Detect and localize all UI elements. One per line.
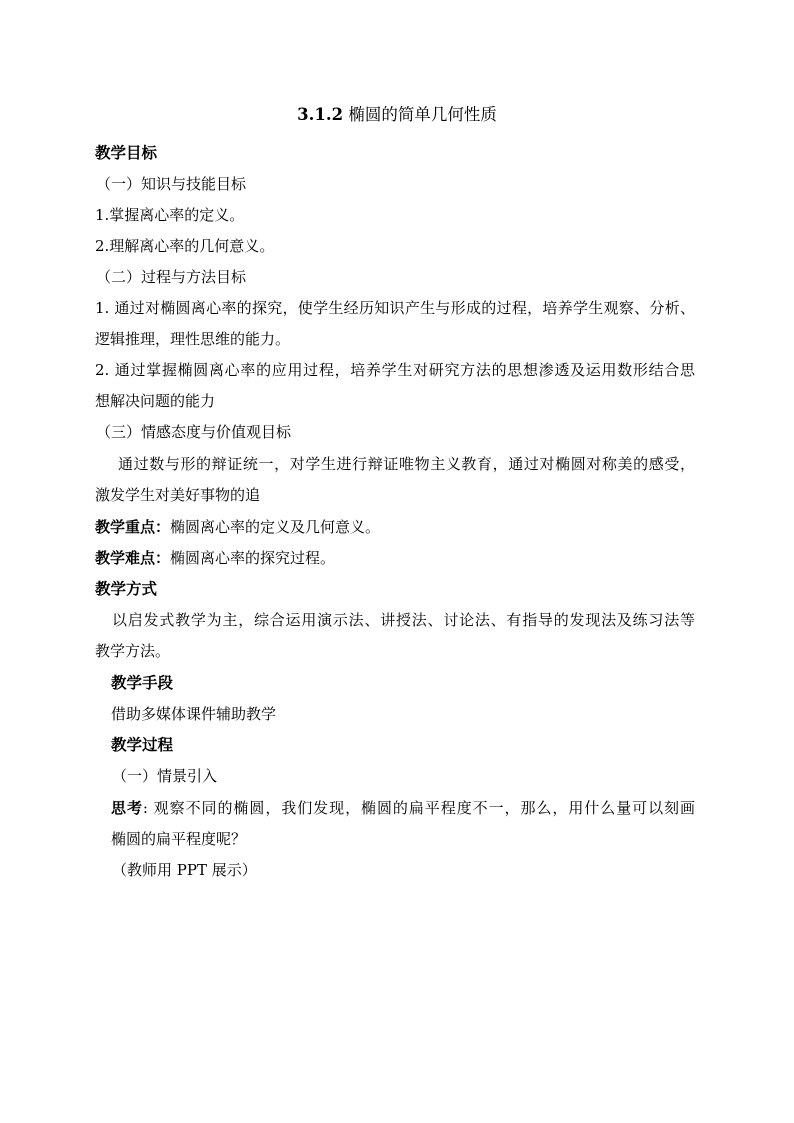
page-title xyxy=(0,104,794,126)
section2-item1-line2: 逻辑推理，理性思维的能力。 xyxy=(95,330,291,348)
section1-item2: 2.理解离心率的几何意义。 xyxy=(95,237,275,255)
think-line2: 椭圆的扁平程度呢？ xyxy=(111,830,247,848)
means-text: 借助多媒体课件辅助教学 xyxy=(111,705,277,723)
section3-heading: （三）情感态度与价值观目标 xyxy=(96,423,292,441)
section1-heading: （一）知识与技能目标 xyxy=(96,175,247,193)
teacher-note: （教师用 PPT 展示） xyxy=(112,861,257,879)
means-heading: 教学手段 xyxy=(111,673,174,692)
process-sub1: （一）情景引入 xyxy=(112,767,218,785)
method-heading: 教学方式 xyxy=(95,579,158,598)
key-point-text: 椭圆离心率的定义及几何意义。 xyxy=(170,518,381,536)
think-line1-text: : 观察不同的椭圆，我们发现，椭圆的扁平程度不一，那么，用什么量可以刻画 xyxy=(142,799,695,817)
title-number: 3.1.2 xyxy=(297,105,344,124)
section2-item1-line1: 1. 通过对椭圆离心率的探究，使学生经历知识产生与形成的过程，培养学生观察、分析、 xyxy=(95,299,695,317)
section2-item2-line2: 想解决问题的能力 xyxy=(95,392,216,410)
section2-heading: （二）过程与方法目标 xyxy=(96,268,247,286)
think-line1 xyxy=(111,798,695,818)
objectives-heading: 教学目标 xyxy=(95,143,158,162)
section2-item2-line1: 2. 通过掌握椭圆离心率的应用过程，培养学生对研究方法的思想渗透及运用数形结合思 xyxy=(95,361,695,379)
difficulty-label: 教学难点： xyxy=(95,549,171,567)
key-point xyxy=(95,517,380,537)
method-line2: 教学方法。 xyxy=(95,642,171,660)
section3-line2: 激发学生对美好事物的追 xyxy=(95,486,261,504)
section1-item1: 1.掌握离心率的定义。 xyxy=(95,206,245,224)
method-line1: 以启发式教学为主，综合运用演示法、讲授法、讨论法、有指导的发现法及练习法等 xyxy=(112,611,695,629)
title-text: 椭圆的简单几何性质 xyxy=(348,105,497,124)
difficulty-point xyxy=(95,548,335,568)
think-label: 思考 xyxy=(111,799,143,817)
section3-line1: 通过数与形的辩证统一，对学生进行辩证唯物主义教育，通过对椭圆对称美的感受， xyxy=(118,455,695,473)
process-heading: 教学过程 xyxy=(111,735,174,754)
key-point-label: 教学重点： xyxy=(95,518,171,536)
difficulty-text: 椭圆离心率的探究过程。 xyxy=(170,549,336,567)
